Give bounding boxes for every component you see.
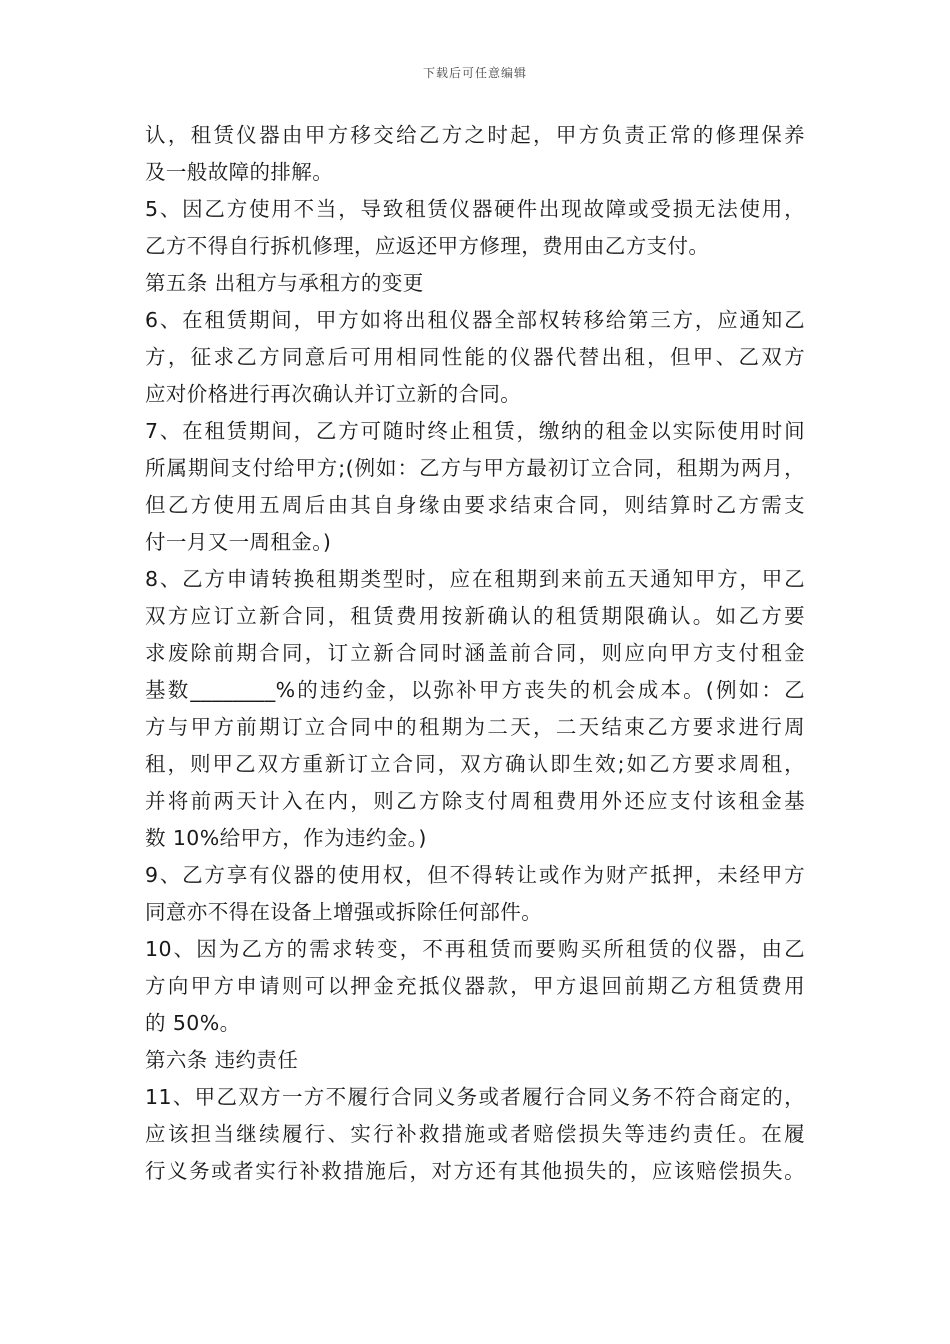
document-line: 同意亦不得在设备上增强或拆除任何部件。: [145, 900, 543, 924]
document-line: 方与甲方前期订立合同中的租期为二天，二天结束乙方要求进行周: [145, 715, 805, 739]
document-line: 8、乙方申请转换租期类型时，应在租期到来前五天通知甲方，甲乙: [145, 567, 805, 591]
document-line: 应对价格进行再次确认并订立新的合同。: [145, 382, 522, 406]
document-line: 基数________%的违约金，以弥补甲方丧失的机会成本。(例如：乙: [145, 678, 805, 702]
document-line: 所属期间支付给甲方;(例如：乙方与甲方最初订立合同，租期为两月，: [145, 456, 805, 480]
document-line: 第六条 违约责任: [145, 1048, 299, 1072]
document-line: 方向甲方申请则可以押金充抵仪器款，甲方退回前期乙方租赁费用: [145, 974, 805, 998]
document-line: 双方应订立新合同，租赁费用按新确认的租赁期限确认。如乙方要: [145, 604, 805, 628]
document-line: 7、在租赁期间，乙方可随时终止租赁，缴纳的租金以实际使用时间: [145, 419, 805, 443]
document-line: 及一般故障的排解。: [145, 160, 334, 184]
document-line: 但乙方使用五周后由其自身缘由要求结束合同，则结算时乙方需支: [145, 493, 805, 517]
document-body: [145, 117, 805, 1190]
document-line: 数 10%给甲方，作为违约金。): [145, 826, 427, 850]
page-header-note: 下载后可任意编辑: [422, 66, 527, 80]
document-line: 的 50%。: [145, 1011, 241, 1035]
document-line: 9、乙方享有仪器的使用权，但不得转让或作为财产抵押，未经甲方: [145, 863, 805, 887]
document-line: 付一月又一周租金。): [145, 530, 332, 554]
document-line: 方，征求乙方同意后可用相同性能的仪器代替出租，但甲、乙双方: [145, 345, 805, 369]
document-line: 5、因乙方使用不当，导致租赁仪器硬件出现故障或受损无法使用，: [145, 197, 805, 221]
document-line: 应该担当继续履行、实行补救措施或者赔偿损失等违约责任。在履: [145, 1122, 805, 1146]
document-line: 6、在租赁期间，甲方如将出租仪器全部权转移给第三方，应通知乙: [145, 308, 805, 332]
document-line: 租，则甲乙双方重新订立合同，双方确认即生效;如乙方要求周租，: [145, 752, 805, 776]
document-line: 行义务或者实行补救措施后，对方还有其他损失的，应该赔偿损失。: [145, 1159, 805, 1183]
document-line: 求废除前期合同，订立新合同时涵盖前合同，则应向甲方支付租金: [145, 641, 805, 665]
document-line: 乙方不得自行拆机修理，应返还甲方修理，费用由乙方支付。: [145, 234, 710, 258]
document-line: 11、甲乙双方一方不履行合同义务或者履行合同义务不符合商定的，: [145, 1085, 805, 1109]
document-line: 10、因为乙方的需求转变，不再租赁而要购买所租赁的仪器，由乙: [145, 937, 805, 961]
document-line: 并将前两天计入在内，则乙方除支付周租费用外还应支付该租金基: [145, 789, 805, 813]
document-line: 第五条 出租方与承租方的变更: [145, 271, 424, 295]
document-line: 认，租赁仪器由甲方移交给乙方之时起，甲方负责正常的修理保养: [145, 123, 805, 147]
